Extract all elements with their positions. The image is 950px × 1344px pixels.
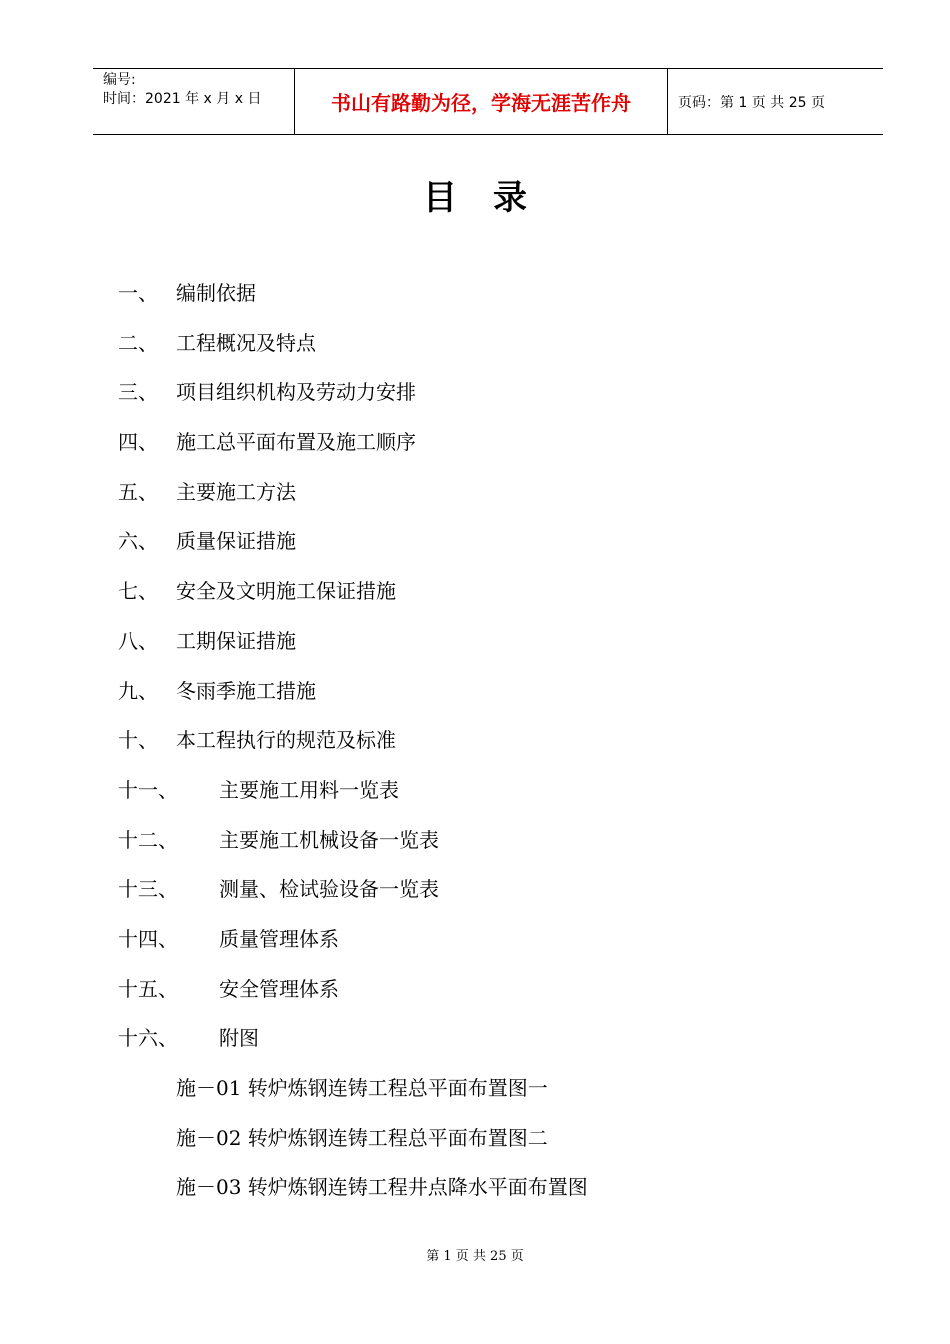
page-header: [93, 68, 883, 135]
toc-item[interactable]: [118, 922, 588, 972]
toc-text: 主要施工方法: [176, 479, 296, 504]
toc-item[interactable]: [118, 723, 588, 773]
toc-item[interactable]: [118, 872, 588, 922]
toc-item[interactable]: [118, 475, 588, 525]
toc-text: 工期保证措施: [176, 628, 296, 653]
toc-subitem[interactable]: [118, 1071, 588, 1121]
toc-number: 九、: [118, 678, 158, 703]
toc-number: 十二、: [118, 827, 178, 852]
toc-number: 十六、: [118, 1026, 178, 1051]
document-number-label: 编号:: [103, 72, 136, 88]
toc-text: 质量管理体系: [219, 926, 339, 951]
toc-text: 主要施工用料一览表: [219, 777, 399, 802]
toc-subitem[interactable]: [118, 1121, 588, 1171]
toc-text: 项目组织机构及劳动力安排: [176, 380, 416, 405]
toc-item[interactable]: [118, 674, 588, 724]
toc-text: 施工总平面布置及施工顺序: [176, 430, 416, 455]
toc-item[interactable]: [118, 1021, 588, 1071]
page-title: 目录: [423, 178, 563, 218]
toc-number: 十一、: [118, 777, 178, 802]
toc-text: 冬雨季施工措施: [176, 678, 316, 703]
toc-item[interactable]: [118, 326, 588, 376]
toc-number: 四、: [118, 430, 158, 455]
toc-number: 二、: [118, 330, 158, 355]
toc-text: 安全管理体系: [219, 976, 339, 1001]
toc-item[interactable]: [118, 773, 588, 823]
toc-item[interactable]: [118, 425, 588, 475]
table-of-contents: [118, 276, 588, 1220]
toc-item[interactable]: [118, 624, 588, 674]
header-meta: [93, 69, 295, 134]
toc-number: 八、: [118, 628, 158, 653]
toc-item[interactable]: [118, 972, 588, 1022]
toc-text: 质量保证措施: [176, 529, 296, 554]
toc-item[interactable]: [118, 375, 588, 425]
toc-number: 六、: [118, 529, 158, 554]
toc-number: 一、: [118, 281, 158, 305]
toc-text: 测量、检试验设备一览表: [219, 877, 439, 902]
toc-number: 三、: [118, 380, 158, 405]
toc-text: 主要施工机械设备一览表: [219, 827, 439, 852]
toc-item[interactable]: [118, 276, 588, 326]
toc-item[interactable]: [118, 524, 588, 574]
header-motto: 书山有路勤为径，学海无涯苦作舟: [295, 69, 668, 134]
toc-number: [118, 1121, 176, 1171]
toc-number: 十五、: [118, 976, 178, 1001]
document-time: 时间：2021 年 x 月 x 日: [103, 91, 262, 107]
toc-text: 施－01 转炉炼钢连铸工程总平面布置图一: [176, 1076, 548, 1100]
toc-subitem[interactable]: [118, 1170, 588, 1220]
toc-text: 本工程执行的规范及标准: [176, 728, 396, 753]
toc-item[interactable]: [118, 823, 588, 873]
toc-number: 十四、: [118, 926, 178, 951]
toc-number: 七、: [118, 579, 158, 604]
toc-text: 附图: [219, 1026, 259, 1051]
toc-number: 十三、: [118, 877, 178, 902]
toc-text: 工程概况及特点: [176, 330, 316, 355]
toc-number: [118, 1071, 176, 1121]
toc-number: 五、: [118, 479, 158, 504]
toc-text: 安全及文明施工保证措施: [176, 579, 396, 604]
toc-text: 编制依据: [176, 281, 256, 305]
toc-text: 施－02 转炉炼钢连铸工程总平面布置图二: [176, 1125, 548, 1150]
page-footer: 第 1 页 共 25 页: [426, 1249, 524, 1264]
toc-number: 十、: [118, 728, 158, 753]
toc-item[interactable]: [118, 574, 588, 624]
toc-text: 施－03 转炉炼钢连铸工程井点降水平面布置图: [176, 1175, 588, 1200]
header-page-info: 页码：第 1 页 共 25 页: [678, 94, 825, 111]
toc-number: [118, 1170, 176, 1220]
